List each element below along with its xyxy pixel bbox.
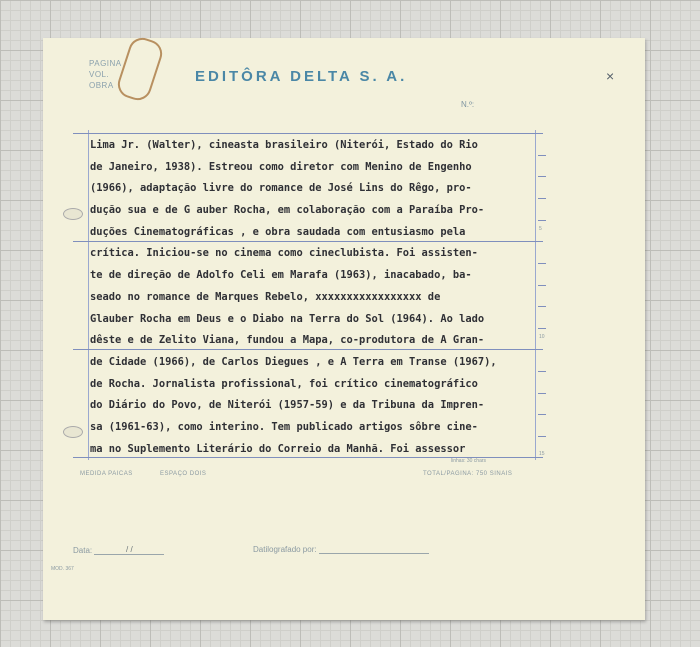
number-label: N.º: [461,100,475,109]
typed-line: Glauber Rocha em Deus e o Diabo na Terra do Sol (1964). Ao lado [90,312,485,325]
corner-label-pagina: PAGINA [89,59,122,68]
date-field: / / [94,545,164,555]
model-number: MOD. 367 [51,566,74,572]
typed-by-row [253,545,429,554]
typed-line: de Rocha. Jornalista profissional, foi crítico cinematográfico [90,377,478,390]
typescript-sheet [43,38,645,620]
margin-number-15: 15 [539,451,545,457]
typed-by-field [319,553,429,554]
typed-line: dêste e de Zelito Viana, fundou a Mapa, co-produtora de A Gran- [90,334,485,347]
corner-label-vol: VOL. [89,70,110,79]
handwritten-x-mark: × [606,68,615,84]
typed-line: de Janeiro, 1938). Estreou como diretor com Menino de Engenho [90,160,472,173]
typed-line: duções Cinematográficas , e obra saudada com entusiasmo pela [90,225,466,238]
typed-line: de Cidade (1966), de Carlos Diegues , e A Terra em Transe (1967), [90,355,497,368]
typed-entry-text [90,135,550,460]
footer-espaco: ESPAÇO DOIS [160,471,207,477]
typed-line: (1966), adaptação livre do romance de José Lins do Rêgo, pro- [90,182,472,195]
linhas-note: linhas: 30 chars [451,458,487,464]
typed-line: dução sua e de G auber Rocha, em colaboração com a Paraíba Pro- [90,204,485,217]
typed-line: Lima Jr. (Walter), cineasta brasileiro (Niterói, Estado do Rio [90,139,478,151]
margin-number-5: 5 [539,226,542,232]
typed-by-label: Datilografado por: [253,545,317,554]
footer-medida: MEDIDA PAICAS [80,471,133,477]
typed-line: sa (1961-63), como interino. Tem publicado artigos sôbre cine- [90,420,478,433]
paper-clip-mark [114,34,165,103]
date-row [73,545,164,555]
left-margin-line [88,130,89,460]
footer-total: TOTAL/PAGINA: 750 SINAIS [423,471,513,477]
letterhead-title: EDITÔRA DELTA S. A. [195,68,408,85]
typed-line: seado no romance de Marques Rebelo, xxxxxxxxxxxxxxxxx de [90,290,441,303]
typed-line: ma no Suplemento Literário do Correio da Manhã. Foi assessor [90,442,466,455]
corner-label-obra: OBRA [89,81,114,90]
tear-mark-1 [63,208,83,220]
date-label: Data: [73,546,93,555]
tear-mark-2 [63,426,83,438]
typed-line: do Diário do Povo, de Niterói (1957-59) e da Tribuna da Impren- [90,399,485,412]
typed-line: te de direção de Adolfo Celi em Marafa (1963), inacabado, ba- [90,269,472,282]
margin-number-10: 10 [539,334,545,340]
corner-labels [89,58,122,91]
typed-line: crítica. Iniciou-se no cinema como cineclubista. Foi assisten- [90,247,478,260]
rule-line [73,133,543,134]
